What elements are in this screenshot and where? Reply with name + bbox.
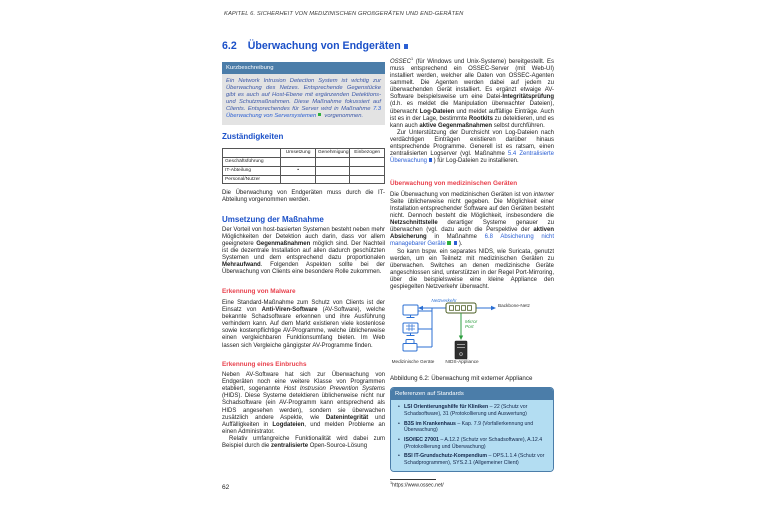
- text-segment: möglich sind. Der Nachteil ist die dezentrale Installation auf allen dadurch geschützten Systemen und dem entsprechend dazu proportionalen: [222, 241, 385, 262]
- standards-item: [397, 437, 547, 450]
- section-title: Überwachung von Endgeräten: [247, 40, 401, 52]
- footnote: [390, 479, 554, 489]
- label-mirror-port: Mirror Port: [465, 319, 478, 330]
- row-label: Personal/Nutzer: [223, 175, 281, 184]
- switch-icon: [446, 303, 476, 313]
- status-square-green-icon: [318, 113, 322, 117]
- bold-term: aktive Gegenmaßnahmen: [419, 122, 493, 129]
- nids-appliance-icon: [455, 341, 467, 359]
- table-cell: [350, 166, 385, 175]
- bold-term: Gegenmaßnahmen: [256, 241, 311, 248]
- standard-detail: – OPS.1.1.4 (Schutz vor Schadprogrammen), SYS.2.1 (Allgemeiner Client): [404, 453, 545, 466]
- standards-box-body: [391, 400, 553, 470]
- heading-erkennung-malware: Erkennung von Malware: [222, 288, 296, 296]
- table-cell: [350, 158, 385, 167]
- heading-umsetzung: Umsetzung der Maßnahme: [222, 214, 324, 224]
- bold-term: aktiven Absicherung: [390, 227, 554, 241]
- table-cell: [315, 158, 350, 167]
- table-cell: [281, 175, 316, 184]
- standard-detail: – A.12.2 (Schutz vor Schadsoftware), A.12.4 (Protokollierung und Überwachung): [404, 436, 543, 450]
- text-segment: (d.h. es meldet die Manipulation überwachter Dateien), überwacht: [390, 101, 554, 115]
- text-segment: Zur Unterstützung der Durchsicht von Log-Dateien nach verdächtigen Einträgen existieren darüber hinaus entsprechende Programme. Generell ist es ratsam, einen zentralisierten Logserver (vgl. Maßnahme: [390, 129, 554, 158]
- paragraph-malware: [222, 300, 385, 350]
- bold-term: Netzschnittstelle: [390, 220, 438, 227]
- standard-name: B3S im Krankenhaus: [404, 420, 456, 427]
- xref-massnahme-6-8[interactable]: 6.8 Absicherung nicht managebarer Geräte: [390, 234, 554, 248]
- figure-appliance-diagram: [390, 297, 554, 373]
- paragraph-einbruch-1: [222, 372, 385, 436]
- table-header-row: [223, 149, 385, 158]
- xref-massnahme-5-4[interactable]: 5.4 Zentralisierte Überwachung: [390, 151, 554, 165]
- label-nids-appliance: NIDS-Appliance: [445, 359, 479, 364]
- status-square-blue-icon: [454, 241, 458, 245]
- text-segment: Ein Network Intrusion Detection System ist wichtig zur Überwachung des Netzes. Entsprechende Gegenstücke gibt es auch auf Host-Ebene mit ergänzenden Detektions- und Schutzmaßnahmen. Diese Maßnahme fokussiert auf Clients. Entsprechendes für Server wird in Maßnahme: [226, 77, 381, 112]
- xref-massnahme-7-3[interactable]: 7.3 Überwachung von Serversystemen: [226, 105, 381, 119]
- kurzbeschreibung-box: [222, 62, 385, 125]
- text-segment: vorgenommen.: [322, 112, 364, 119]
- text-segment: (AV-Software), welche bekannte Schadsoftware erkennen und ihre Ausführung verhindern kann. Auf dem Markt existieren viele kostenlose sowie kostenpflichtige AV-Programme, welche üblicherweise einen vergleichbaren Funktionsumfang bieten. Im Web lassen sich Vergleiche gängigster AV-Programme finden.: [222, 307, 386, 349]
- heading-zustaendigkeiten: Zuständigkeiten: [222, 131, 284, 141]
- text-segment: Relativ umfangreiche Funktionalität wird dabei zum Beispiel durch die: [222, 435, 385, 449]
- section-number: 6.2: [222, 40, 237, 52]
- bold-term: Rootkits: [468, 115, 493, 122]
- imaging-device-icon: [403, 323, 418, 336]
- heading-erkennung-einbruch: Erkennung eines Einbruchs: [222, 360, 307, 368]
- bold-term: Integritätsprüfung: [502, 94, 554, 101]
- standard-name: BSI IT-Grundschutz-Kompendium: [404, 453, 487, 460]
- paragraph-med-1: [390, 192, 554, 249]
- text-segment: Neben AV-Software hat sich zur Überwachung von Endgeräten noch eine weitere Klasse von Programmen etabliert, sogenannte: [222, 372, 385, 393]
- page-number: 62: [222, 484, 230, 491]
- standard-name: LSI Orientierungshilfe für Kliniken: [404, 404, 489, 411]
- text-segment: , und melden Probleme an einen Administrator.: [222, 421, 385, 435]
- standards-box: [390, 387, 554, 471]
- bold-term: Logdateien: [272, 421, 305, 428]
- footnote-rule: [390, 479, 436, 480]
- standards-item: [397, 453, 547, 466]
- table-cell: [315, 175, 350, 184]
- italic-term: Host Instrusion Prevention Systems: [283, 386, 385, 393]
- medical-device-icon: [403, 340, 417, 352]
- text-segment: Seite üblicherweise nicht gegeben. Die Möglichkeit einer Installation entsprechender Software auf den Geräten besteht nicht. Dennoch besteht die Möglichkeit, insbesondere die: [390, 198, 554, 220]
- table-row: [223, 166, 385, 175]
- status-square-green-icon: [447, 241, 451, 245]
- bold-term: Anti-Viren-Software: [261, 307, 318, 314]
- footnote-marker[interactable]: 1: [411, 57, 414, 61]
- left-column: [222, 62, 385, 450]
- text-segment: Der Vorteil von host-basierten Systemen besteht neben mehr Möglichkeiten der Detektion auch darin, dass vor allem geeignetere: [222, 226, 385, 248]
- table-cell: [350, 175, 385, 184]
- text-segment: (für Windows und Unix-Systeme) bereitgestellt. Es muss entsprechend ein OSSEC-Server (mit Web-UI) installiert werden, welcher alle Daten von OSSEC-Agenten sammelt. Die Agenten werden dabei auf jedem zu überwachenden Gerät installiert. Es ergänzt etwaige AV-Software beispielsweise um eine Datei-: [390, 59, 554, 101]
- text-segment: . Folgenden Aspekten sollte bei der Überwachung von Clients eine besondere Rolle zukommen.: [222, 262, 385, 276]
- text-segment: und meldet auffällige Einträge. Auch ist es in der Lage, bestimmte: [390, 108, 554, 122]
- table-corner-cell: [223, 149, 281, 158]
- label-backbone-netz: Backbone-Netz: [497, 303, 531, 308]
- row-label: Geschäftsführung: [223, 158, 281, 167]
- standard-detail: – Kap. 7.9 (Vorfallerkennung und Überwachung): [404, 420, 534, 434]
- standards-item: [397, 421, 547, 434]
- footnote-marker: 1: [390, 481, 393, 486]
- standard-name: ISO/IEC 27001: [404, 436, 439, 443]
- text-segment: Open-Source-Lösung: [308, 442, 368, 449]
- bold-term: Mehraufwand: [222, 262, 261, 269]
- italic-term: interner: [533, 191, 554, 198]
- text-segment: ) für Log-Dateien zu installieren.: [433, 158, 519, 165]
- label-medizinische-geraete: Medizinische Geräte: [391, 359, 435, 364]
- bold-term: zentralisierte: [271, 442, 309, 449]
- paragraph-einbruch-2: [222, 436, 385, 450]
- paragraph-ossec-2: [390, 130, 554, 165]
- italic-term: OSSEC: [390, 59, 412, 65]
- table-cell: [315, 166, 350, 175]
- column-header: Umsetzung: [281, 149, 316, 158]
- kurzbeschreibung-box-body: [222, 74, 385, 125]
- bold-term: Datenintegrität: [325, 414, 369, 421]
- label-netzverkehr: Netzverkehr: [431, 298, 457, 303]
- right-column: [390, 57, 554, 489]
- column-header: Einbezogen: [350, 149, 385, 158]
- text-segment: ).: [458, 241, 463, 248]
- standard-detail: – 22 (Schutz vor Schadsoftware), 31 (Protokollierung und Auswertung): [404, 404, 528, 417]
- responsibility-note: Die Überwachung von Endgeräten muss durch die IT-Abteilung vorgenommen werden.: [222, 190, 385, 204]
- arrow-left-icon: [418, 306, 423, 310]
- text-segment: Die Überwachung von medizinischen Geräten ist von: [390, 191, 534, 198]
- bold-term: Log-Dateien: [419, 108, 455, 115]
- standards-item: [397, 404, 547, 417]
- text-segment: zu detektieren, und es kann auch: [390, 115, 554, 129]
- table-cell: [281, 158, 316, 167]
- text-segment: Eine Standard-Maßnahme zum Schutz von Clients ist der Einsatz von: [222, 300, 385, 314]
- responsibilities-table: [222, 148, 385, 184]
- table-row: [223, 175, 385, 184]
- running-header: KAPITEL 6. SICHERHEIT VON MEDIZINISCHEN GROßGERÄTEN UND END-GERÄTEN: [224, 11, 464, 17]
- heading-ueberwachung-med: Überwachung von medizinischen Geräten: [390, 180, 518, 188]
- paragraph-ossec-1: [390, 57, 554, 130]
- row-label: IT-Abteilung: [223, 166, 281, 175]
- section-marker-square-icon: [404, 44, 409, 49]
- text-segment: in Maßnahme: [426, 234, 485, 241]
- standards-box-header: Referenzen auf Standards: [391, 388, 553, 400]
- monitor-icon: [403, 305, 418, 318]
- figure-caption: Abbildung 6.2: Überwachung mit externer Appliance: [390, 375, 533, 382]
- kurzbeschreibung-box-header: Kurzbeschreibung: [222, 62, 385, 74]
- status-square-blue-icon: [429, 158, 433, 162]
- table-cell: •: [281, 166, 316, 175]
- column-header: Genehmigung: [315, 149, 350, 158]
- paragraph-umsetzung: [222, 227, 385, 277]
- text-segment: (HIDS). Diese Systeme detektieren üblicherweise nicht nur Schadsoftware (ein AV-Programm kann entsprechend als HIDS angesehen werden), sondern sie überwachen zusätzlich andere Aspekte, wie: [222, 393, 385, 421]
- table-row: [223, 158, 385, 167]
- arrow-down-icon: [459, 336, 463, 341]
- paragraph-med-2: So kann bspw. ein separates NIDS, wie Suricata, genutzt werden, um ein Teilnetz mit medizinischen Geräten zu überwachen. Switches an denen medizinische Geräte angeschlossen sind, unterstützen in der Regel Port-Mirroring, über die beispielsweise eine kleine Appliance den gespiegelten Netzverkehr überwacht.: [390, 248, 554, 290]
- text-segment: derartiger Systeme genauer zu überwachen (vgl. dazu auch die Perspektive der: [390, 220, 554, 234]
- text-segment: selbst durchführen.: [492, 122, 545, 129]
- footnote-url-link[interactable]: https://www.ossec.net/: [392, 482, 444, 489]
- section-heading: [222, 40, 410, 52]
- text-segment: und Auffälligkeiten in: [222, 414, 385, 428]
